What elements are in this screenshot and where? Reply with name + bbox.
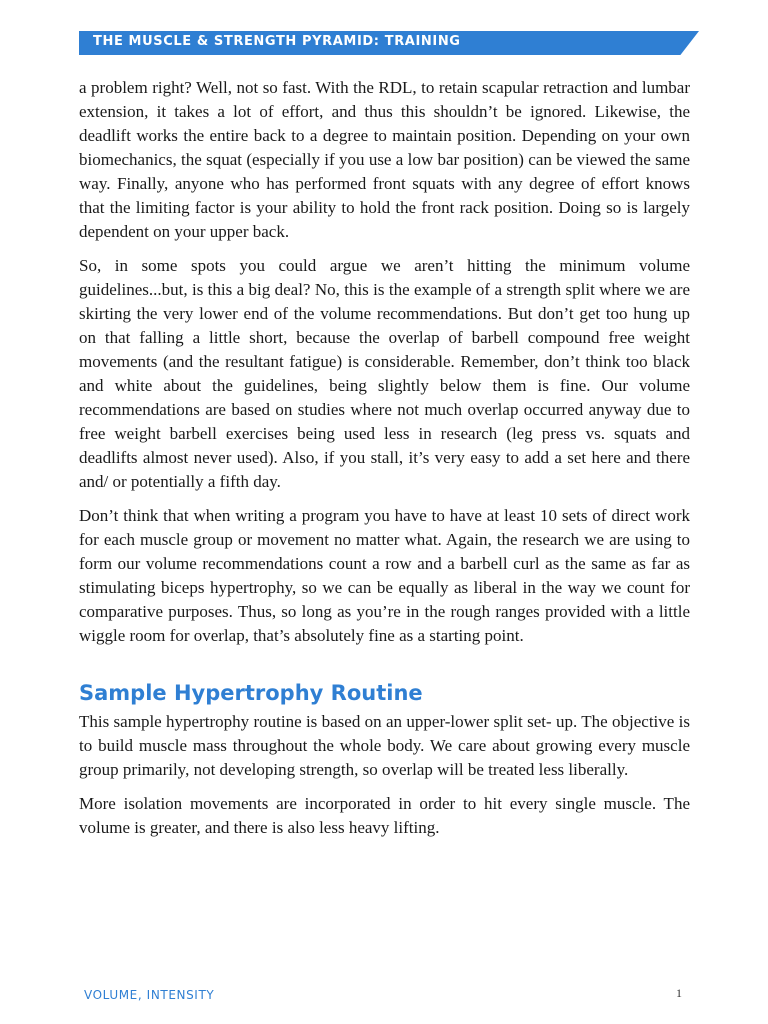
- body-paragraph: So, in some spots you could argue we aren’t hitting the minimum volume guidelines...but, is this a big deal? No, this is the example of a strength split where we are skirting the very lower end of the volume recommendations. But don’t get too hung up on that falling a little short, because the overlap of barbell compound free weight movements (and the resultant fatigue) is considerable. Remember, don’t think too black and white about the guidelines, being slightly below them is fine. Our volume recommendations are based on studies where not much overlap occurred anyway due to free weight barbell exercises being used less in research (leg press vs. squats and deadlifts almost never used). Also, if you stall, it’s very easy to add a set here and there and/ or potentially a fifth day.: [79, 256, 690, 491]
- body-paragraph: Don’t think that when writing a program you have to have at least 10 sets of direct work for each muscle group or movement no matter what. Again, the research we are using to form our volume recommendations count a row and a barbell curl as the same as far as stimulating biceps hypertrophy, so we can be equally as liberal in the way we count for comparative purposes. Thus, so long as you’re in the rough ranges provided with a little wiggle room for overlap, that’s absolutely fine as a starting point.: [79, 506, 690, 645]
- body-paragraph: a problem right? Well, not so fast. With the RDL, to retain scapular retraction and lumbar extension, it takes a lot of effort, and thus this shouldn’t be ignored. Likewise, the deadlift works the entire back to a degree to maintain position. Depending on your own biomechanics, the squat (especially if you use a low bar position) can be viewed the same way. Finally, anyone who has performed front squats with any degree of effort knows that the limiting factor is your ability to hold the front rack position. Doing so is largely dependent on your upper back.: [79, 78, 690, 241]
- page-body: [79, 76, 690, 840]
- body-paragraph: More isolation movements are incorporated in order to hit every single muscle. The volume is greater, and there is also less heavy lifting.: [79, 794, 690, 837]
- running-footer-label: VOLUME, INTENSITY: [84, 988, 215, 1002]
- running-header-title: THE MUSCLE & STRENGTH PYRAMID: TRAINING: [93, 34, 461, 49]
- body-paragraph: This sample hypertrophy routine is based on an upper-lower split set- up. The objective is to build muscle mass throughout the whole body. We care about growing every muscle group primarily, not developing strength, so overlap will be treated less liberally.: [79, 712, 690, 779]
- page-number: 1: [676, 986, 682, 1000]
- section-heading: Sample Hypertrophy Routine: [79, 681, 423, 705]
